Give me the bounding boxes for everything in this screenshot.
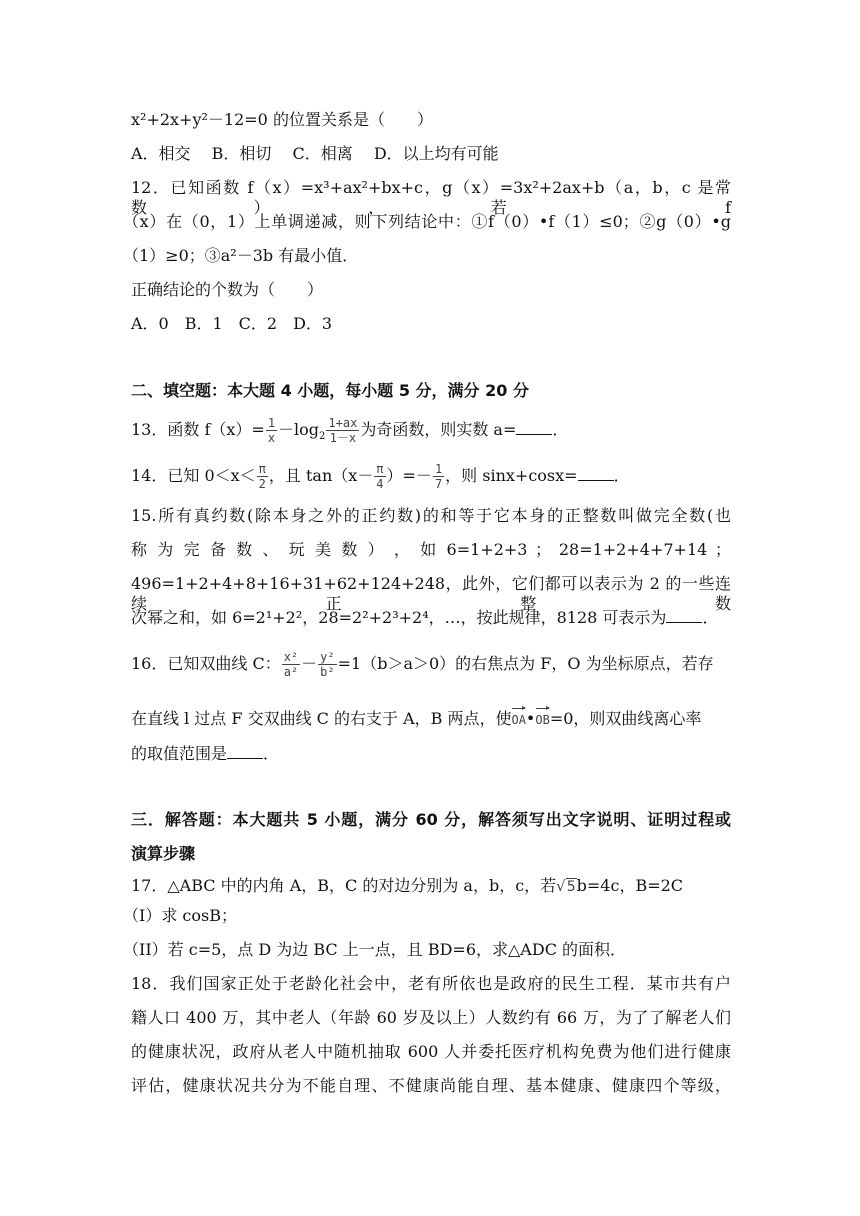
section2-heading: 二、填空题：本大题 4 小题，每小题 5 分，满分 20 分	[131, 381, 529, 400]
q18-line1: 18．我们国家正处于老龄化社会中，老有所依也是政府的民生工程．某市共有户	[131, 974, 731, 993]
q13-frac1: $\frac{1}{x}$	[267, 416, 276, 445]
q15-line4	[131, 608, 731, 628]
q14-frac-pi2: $\frac{\pi}{2}$	[258, 462, 266, 491]
q14-mid1: ，且 tan（x－	[268, 466, 374, 485]
q16-dot: •	[525, 709, 536, 728]
q17-post: b=4c，B=2C	[576, 876, 684, 895]
q14-frac-pi4: $\frac{\pi}{4}$	[376, 462, 384, 491]
q12-line3: （1）≥0；③a²－3b 有最小值．	[123, 246, 359, 265]
q16-answer-blank	[227, 744, 263, 759]
q17-part1: （I）求 cosB；	[123, 906, 237, 925]
section3-heading-line1: 三．解答题：本大题共 5 小题，满分 60 分，解答须写出文字说明、证明过程或	[131, 810, 731, 829]
section3-heading-line2: 演算步骤	[131, 844, 196, 863]
q11-options: A．相交 B．相切 C．相离 D．以上均有可能	[131, 144, 499, 163]
q16-vector-oa: OA	[511, 706, 525, 730]
q17-line	[131, 876, 731, 897]
q15-line1: 15.所有真约数(除本身之外的正约数)的和等于它本身的正整数叫做完全数(也	[131, 506, 731, 525]
q14-end: ．	[613, 466, 630, 485]
q15-line2: 称 为 完 备 数 、 玩 美 数 ） ， 如 6=1+2+3 ； 28=1+2+4+7+14 ；	[131, 540, 731, 559]
q16-line3-text: 的取值范围是	[131, 744, 228, 763]
q15-answer-blank	[666, 608, 702, 623]
q16-line3	[131, 744, 731, 764]
q13-end: ．	[552, 420, 569, 439]
q16-minus: －	[301, 654, 318, 673]
q12-line2: （x）在（0，1）上单调递减，则下列结论中：①f（0）•f（1）≤0；②g（0）•g	[123, 212, 731, 231]
q15-end: ．	[702, 608, 719, 627]
q16-line2	[131, 706, 731, 730]
q16-vector-ob: OB	[535, 706, 549, 730]
q17-sqrt: √5	[556, 877, 576, 895]
q18-line3: 的健康状况，政府从老人中随机抽取 600 人并委托医疗机构免费为他们进行健康	[131, 1042, 731, 1061]
q14	[131, 456, 731, 496]
q16-line2-post: =0，则双曲线离心率	[549, 709, 702, 728]
q12-line4: 正确结论的个数为（ ）	[131, 280, 324, 299]
q16-line1	[131, 642, 731, 686]
q15-line3: 496=1+2+4+8+16+31+62+124+248，此外，它们都可以表示为 2 的一些连续正整数	[131, 574, 731, 613]
q13-frac2: $\frac{1+ax}{1-x}$	[328, 416, 358, 445]
q16-pre: 16．已知双曲线 C：	[131, 654, 281, 673]
q13-answer-blank	[516, 420, 552, 435]
q18-line2: 籍人口 400 万，其中老人（年龄 60 岁及以上）人数约有 66 万，为了了解老人们	[131, 1008, 731, 1027]
q12-line1: 12．已知函数 f（x）=x³+ax²+bx+c，g（x）=3x²+2ax+b（a，b，c 是常数），若 f	[131, 178, 731, 217]
q16-line2-text: 在直线 l 过点 F 交双曲线 C 的右支于 A，B 两点，使	[131, 709, 512, 728]
q13-log: －log	[278, 420, 320, 439]
q14-mid2: ）=－	[386, 466, 432, 485]
q13-post: 为奇函数，则实数 a=	[360, 420, 517, 439]
q13	[131, 410, 731, 450]
q17-part2: （II）若 c=5，点 D 为边 BC 上一点，且 BD=6，求△ADC 的面积．	[123, 940, 627, 959]
q16-frac-y2b2: $\frac{\text{y²}}{\text{b²}}$	[320, 650, 335, 679]
q13-log-base: 2	[319, 431, 326, 443]
q16-frac-x2a2: $\frac{\text{x²}}{\text{a²}}$	[283, 650, 299, 679]
q14-frac-17: $\frac{1}{7}$	[434, 462, 443, 491]
q18-line4: 评估，健康状况共分为不能自理、不健康尚能自理、基本健康、健康四个等级，	[131, 1076, 731, 1095]
q14-post: ，则 sinx+cosx=	[445, 466, 578, 485]
q14-answer-blank	[578, 466, 614, 481]
q16-end: ．	[263, 744, 280, 763]
q15-line4-text: 次幂之和，如 6=2¹+2²，28=2²+2³+2⁴，…，按此规律，8128 可表示为	[131, 608, 667, 627]
q12-options: A．0 B．1 C．2 D．3	[131, 314, 333, 333]
q11-line: x²+2x+y²－12=0 的位置关系是（ ）	[131, 110, 433, 129]
q14-pre: 14．已知 0＜x＜	[131, 466, 256, 485]
q13-pre: 13．函数 f（x）=	[131, 420, 265, 439]
q16-post: =1（b＞a＞0）的右焦点为 F，O 为坐标原点，若存	[337, 654, 714, 673]
q17-pre: 17．△ABC 中的内角 A，B，C 的对边分别为 a，b，c，若	[131, 876, 557, 895]
